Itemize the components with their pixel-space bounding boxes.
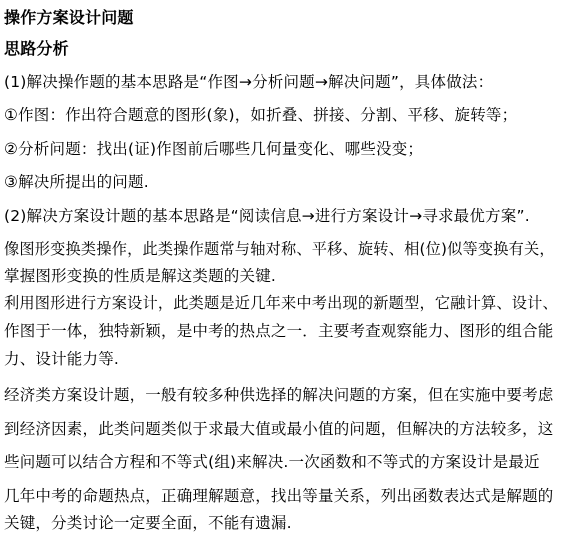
text-line: 经济类方案设计题，一般有较多种供选择的解决问题的方案，但在实施中要考虑 <box>4 386 554 404</box>
text-line: 作图于一体，独特新颖，是中考的热点之一．主要考查观察能力、图形的组合能 <box>4 322 554 340</box>
text-line: 到经济因素，此类问题类似于求最大值或最小值的问题，但解决的方法较多，这 <box>4 420 554 438</box>
text-line: ③解决所提出的问题. <box>4 173 149 191</box>
text-line: ①作图：作出符合题意的图形(象)，如折叠、拼接、分割、平移、旋转等； <box>4 106 518 124</box>
text-line: (2)解决方案设计题的基本思路是“阅读信息→进行方案设计→寻求最优方案”. <box>4 207 530 225</box>
text-line: 利用图形进行方案设计，此类题是近几年来中考出现的新题型，它融计算、设计、 <box>4 294 558 312</box>
text-line: (1)解决操作题的基本思路是“作图→分析问题→解决问题”，具体做法： <box>4 73 494 91</box>
text-line: 掌握图形变换的性质是解这类题的关键. <box>4 267 277 285</box>
text-line: 些问题可以结合方程和不等式(组)来解决.一次函数和不等式的方案设计是最近 <box>4 453 540 471</box>
text-line: 几年中考的命题热点，正确理解题意，找出等量关系，列出函数表达式是解题的 <box>4 487 554 505</box>
text-line: 像图形变换类操作，此类操作题常与轴对称、平移、旋转、相(位)似等变换有关， <box>4 240 555 258</box>
document-title: 操作方案设计问题 <box>4 8 134 27</box>
section-heading: 思路分析 <box>4 39 69 58</box>
text-line: 关键，分类讨论一定要全面，不能有遗漏. <box>4 514 292 532</box>
text-line: ②分析问题：找出(证)作图前后哪些几何量变化、哪些没变； <box>4 140 424 158</box>
text-line: 力、设计能力等. <box>4 350 120 368</box>
